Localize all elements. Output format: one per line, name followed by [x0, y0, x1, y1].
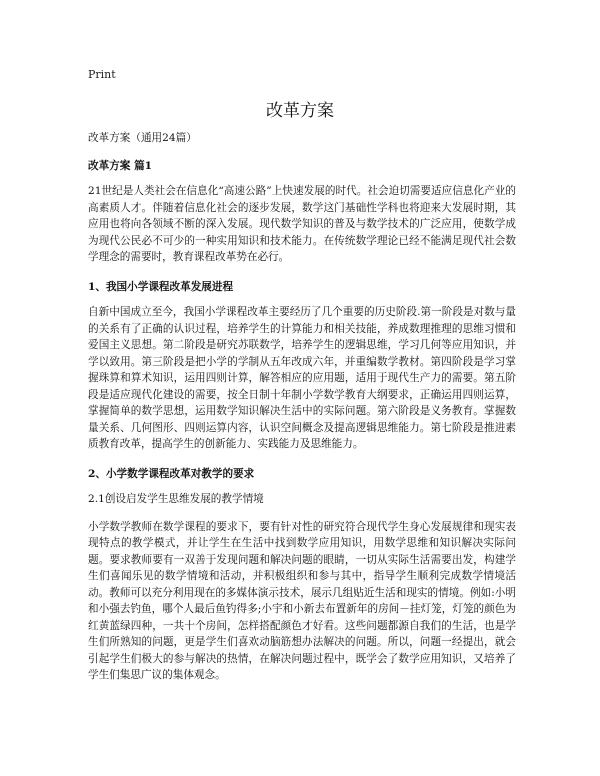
section-title: 改革方案 篇1: [88, 159, 153, 172]
document-subtitle: 改革方案（通用24篇）: [88, 132, 197, 144]
heading-2: 2、小学数学课程改革对教学的要求: [88, 467, 255, 480]
intro-paragraph: 21世纪是人类社会在信息化“高速公路”上快速发展的时代。社会迫切需要适应信息化产业的高素质人才。伴随着信息化社会的逐步发展，数学这门基础性学科也将迎来大发展时期，其应用也将向各领域不断的深入发展。现代数学知识的普及与数学技术的广泛应用，使数学成为现代公民必不可少的一种实用知识和技术能力。在传统数学理论已经不能满足现代社会数学理念的需要时，教育课程改革势在必行。: [88, 185, 516, 263]
paragraph-1: 自新中国成立至今，我国小学课程改革主要经历了几个重要的历史阶段.第一阶段是对数与量的关系有了正确的认识过程，培养学生的计算能力和相关技能，养成数理推理的思维习惯和爱国主义思想。第二阶段是研究苏联数学，培养学生的逻辑思维，学习几何等应用知识，并学以致用。第三阶段是把小学的学制从五年改成六年，并重编数学教材。第四阶段是学习掌握珠算和算术知识，运用四则计算，解答相应的应用题，适用于现代生产力的需要。第五阶段是适应现代化建设的需要，按全日制十年制小学数学教育大纲要求，正确运用四则运算，掌握简单的数学思想，运用数学知识解决生活中的实际问题。第六阶段是义务教育。掌握数量关系、几何图形、四则运算内容，认识空间概念及提高逻辑思维能力。第七阶段是推进素质教育改革，提高学生的创新能力、实践能力及思维能力。: [88, 306, 516, 450]
document-title: 改革方案: [266, 101, 334, 121]
document-body: [88, 130, 516, 697]
heading-1: 1、我国小学课程改革发展进程: [88, 280, 234, 293]
print-label: Print: [88, 68, 116, 81]
subheading-2-1: 2.1创设启发学生思维发展的教学情境: [88, 493, 264, 505]
paragraph-2: 小学数学教师在数学课程的要求下，要有针对性的研究符合现代学生身心发展规律和现实表现特点的教学模式，并让学生在生活中找到数学应用知识，用数学思维和知识解决实际问题。要求教师要有一双善于发现问题和解决问题的眼睛，一切从实际生活需要出发，构建学生们喜闻乐见的数学情境和活动，并积极组织和参与其中，指导学生顺利完成数学情境活动。教师可以充分利用现在的多媒体演示技术，展示几组贴近生活和现实的情境。例如:小明和小强去钓鱼，哪个人最后鱼钓得多;小宇和小新去布置新年的房间－挂灯笼，灯笼的颜色为红黄蓝绿四种，一共十个房间，怎样搭配颜色才好看。这些问题都源自我们的生活，也是学生们所熟知的问题，更是学生们喜欢动脑筋想办法解决的问题。所以，问题一经提出，就会引起学生们极大的参与解决的热情，在解决问题过程中，既学会了数学应用知识，又培养了学生们集思广议的集体观念。: [88, 520, 516, 681]
